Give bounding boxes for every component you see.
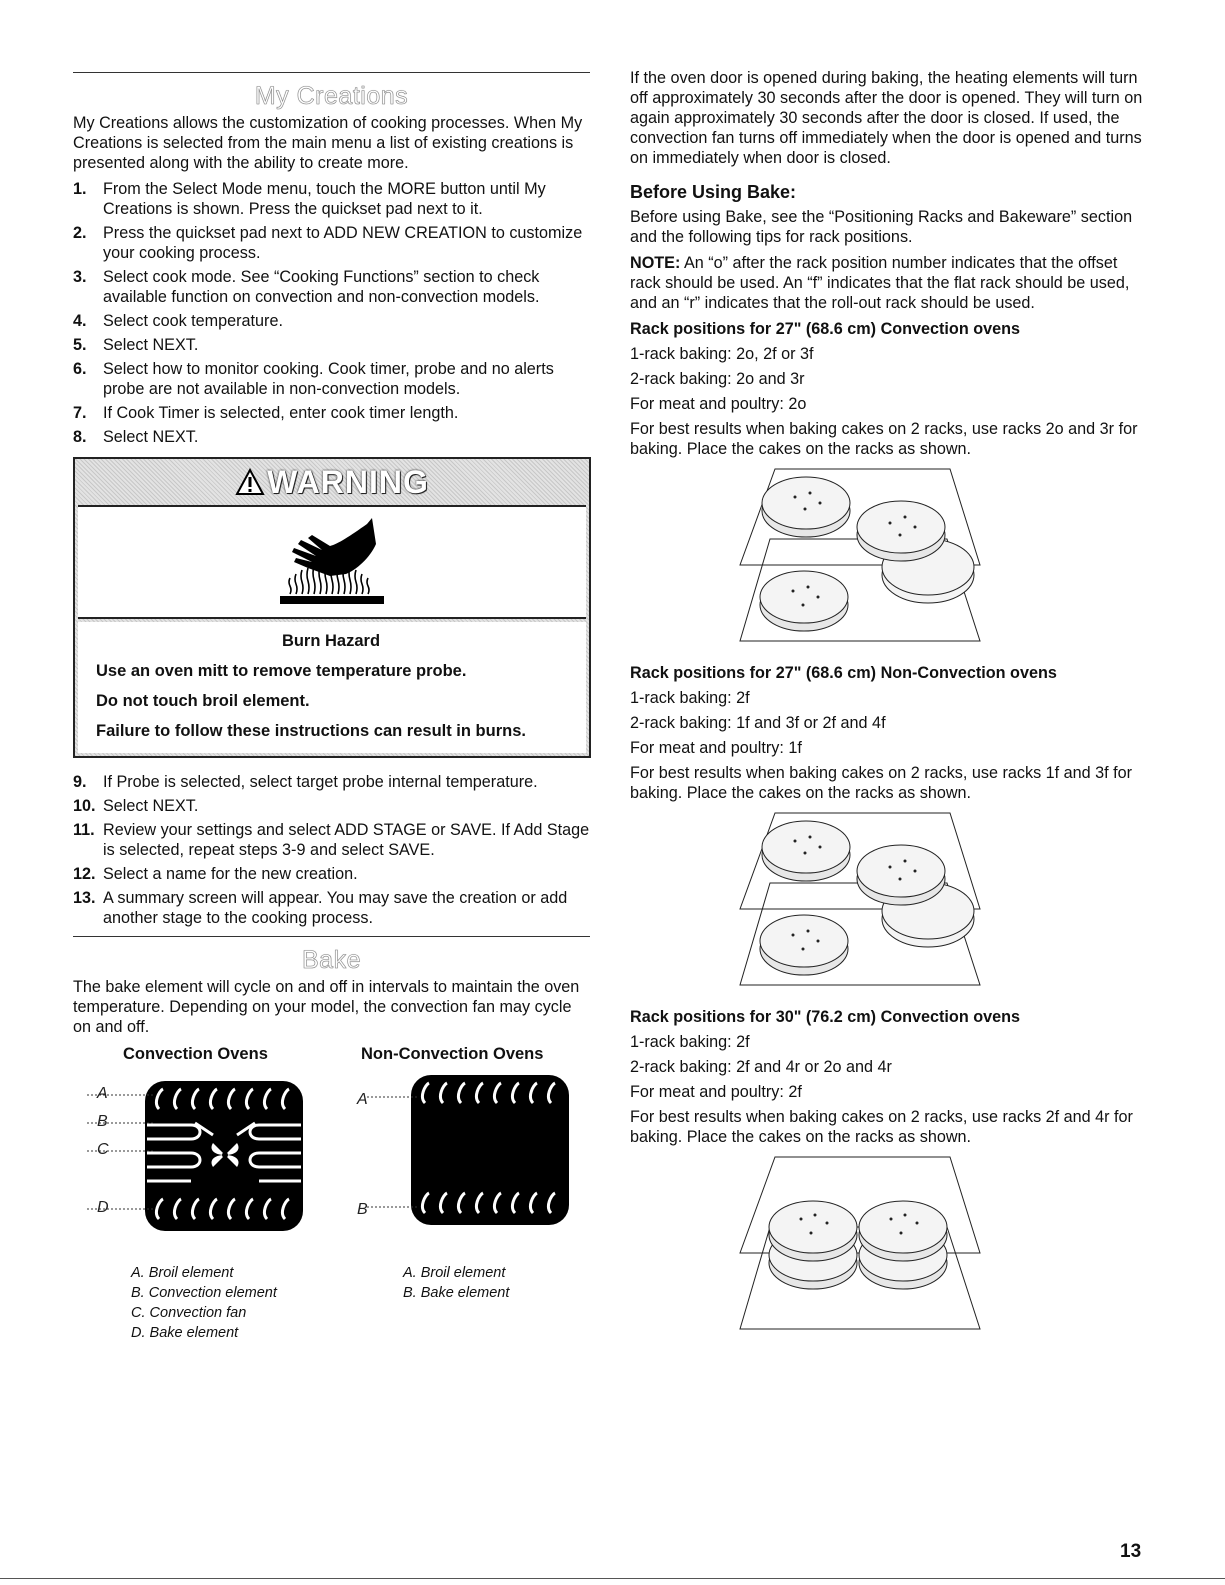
rack-tip: For best results when baking cakes on 2 racks, use racks 2o and 3r for baking. Place the cakes on the racks as shown. [630, 420, 1138, 458]
cake-rack-diagram-3 [735, 1153, 995, 1333]
list-item: 7. If Cook Timer is selected, enter cook timer length. [73, 404, 459, 422]
legend-item: A. Broil element [403, 1265, 506, 1281]
legend-item: A. Broil element [131, 1265, 234, 1281]
section-rule [73, 936, 590, 937]
list-item: 11. Review your settings and select ADD STAGE or SAVE. If Add Stage is selected, repeat steps 3-9 and select SAVE. [73, 821, 590, 859]
warning-line: Do not touch broil element. [96, 692, 310, 710]
list-item: 4. Select cook temperature. [73, 312, 283, 330]
legend-item: B. Convection element [131, 1285, 277, 1301]
hot-surface-hand-icon [272, 514, 392, 610]
legend-item: D. Bake element [131, 1325, 239, 1341]
rack-tip: For best results when baking cakes on 2 racks, use racks 2f and 4r for baking. Place the cakes on the racks as shown. [630, 1108, 1133, 1146]
non-convection-oven-diagram [353, 1067, 573, 1237]
left-column [73, 62, 590, 1385]
section-rule [73, 72, 590, 73]
label-b: B [97, 1113, 108, 1130]
list-item: 13. A summary screen will appear. You may save the creation or add another stage to the cooking process. [73, 889, 568, 927]
warning-header [75, 459, 589, 505]
warning-line: Failure to follow these instructions can result in burns. [96, 722, 526, 740]
bake-title: Bake [302, 946, 361, 974]
cake-rack-diagram-2 [735, 809, 995, 989]
list-item: 8. Select NEXT. [73, 428, 199, 446]
rack-line: 1-rack baking: 2f [630, 1033, 750, 1051]
label-a: A [357, 1091, 368, 1108]
rack-line: 1-rack baking: 2o, 2f or 3f [630, 345, 814, 363]
list-item: 6. Select how to monitor cooking. Cook timer, probe and no alerts probe are not available in non-convection models. [73, 360, 554, 398]
warning-box [73, 457, 591, 758]
note-label: NOTE: [630, 254, 681, 272]
list-item: 9. If Probe is selected, select target probe internal temperature. [73, 773, 538, 791]
oven-element-diagrams [73, 1045, 590, 1385]
list-item: 10. Select NEXT. [73, 797, 199, 815]
label-b: B [357, 1201, 368, 1218]
label-d: D [97, 1199, 109, 1216]
non-convection-ovens-heading: Non-Convection Ovens [361, 1045, 544, 1063]
non-convection-legend [403, 1263, 509, 1303]
bake-intro: The bake element will cycle on and off in intervals to maintain the oven temperature. Depending on your model, the convection fan may cycle on and off. [73, 978, 580, 1036]
warning-line: Use an oven mitt to remove temperature probe. [96, 662, 467, 680]
note-text: An “o” after the rack position number indicates that the offset rack should be used. An “f” indicates that the flat rack should be used, and an “r” indicates that the roll-out rack should be used. [630, 254, 1130, 312]
rack-positions-heading: Rack positions for 27" (68.6 cm) Convection ovens [630, 320, 1020, 338]
rack-line: 2-rack baking: 2o and 3r [630, 370, 805, 388]
warning-heading: WARNING [267, 463, 429, 500]
convection-oven-diagram [73, 1073, 313, 1243]
page-number: 13 [1120, 1541, 1142, 1562]
convection-legend [131, 1263, 277, 1343]
rack-line: For meat and poultry: 2o [630, 395, 807, 413]
rack-line: For meat and poultry: 2f [630, 1083, 802, 1101]
rack-tip: For best results when baking cakes on 2 racks, use racks 1f and 3f for baking. Place the cakes on the racks as shown. [630, 764, 1133, 802]
convection-ovens-heading: Convection Ovens [123, 1045, 268, 1063]
legend-item: B. Bake element [403, 1285, 510, 1301]
page-bottom-rule [0, 1578, 1225, 1579]
rack-positions-heading: Rack positions for 30" (76.2 cm) Convection ovens [630, 1008, 1020, 1026]
list-item: 2. Press the quickset pad next to ADD NEW CREATION to customize your cooking process. [73, 224, 583, 262]
before-using-bake-text: Before using Bake, see the “Positioning Racks and Bakeware” section and the following tips for rack positions. [630, 208, 1133, 246]
list-item: 5. Select NEXT. [73, 336, 199, 354]
rack-line: 2-rack baking: 1f and 3f or 2f and 4f [630, 714, 886, 732]
list-item: 3. Select cook mode. See “Cooking Functions” section to check available function on convection and non-convection models. [73, 268, 540, 306]
warning-body [78, 622, 586, 753]
list-item: 1. From the Select Mode menu, touch the MORE button until My Creations is shown. Press the quickset pad next to it. [73, 180, 546, 218]
rack-line: 2-rack baking: 2f and 4r or 2o and 4r [630, 1058, 892, 1076]
burn-hazard-title: Burn Hazard [281, 632, 381, 650]
before-using-bake-heading: Before Using Bake: [630, 182, 797, 202]
legend-item: C. Convection fan [131, 1305, 247, 1321]
my-creations-intro: My Creations allows the customization of cooking processes. When My Creations is selected from the main menu a list of existing creations is presented along with the ability to create more. [73, 114, 583, 172]
note-paragraph [630, 253, 1150, 313]
rack-positions-heading: Rack positions for 27" (68.6 cm) Non-Convection ovens [630, 664, 1057, 682]
label-c: C [97, 1141, 109, 1158]
right-column [630, 68, 1150, 1333]
list-item: 12. Select a name for the new creation. [73, 865, 358, 883]
label-a: A [97, 1085, 108, 1102]
my-creations-steps-b [73, 772, 590, 928]
my-creations-title: My Creations [254, 82, 409, 110]
my-creations-steps-a [73, 179, 590, 447]
burn-hazard-pictogram [78, 505, 586, 619]
rack-line: For meat and poultry: 1f [630, 739, 802, 757]
warning-triangle-icon [235, 468, 265, 496]
rack-line: 1-rack baking: 2f [630, 689, 750, 707]
door-open-text: If the oven door is opened during baking, the heating elements will turn off approximately 30 seconds after the door is opened. They will turn on again approximately 30 seconds after the door is closed. If used, the convection fan turns off immediately when the door is opened and turns on immediately when door is closed. [630, 69, 1143, 167]
cake-rack-diagram-1 [735, 465, 995, 645]
